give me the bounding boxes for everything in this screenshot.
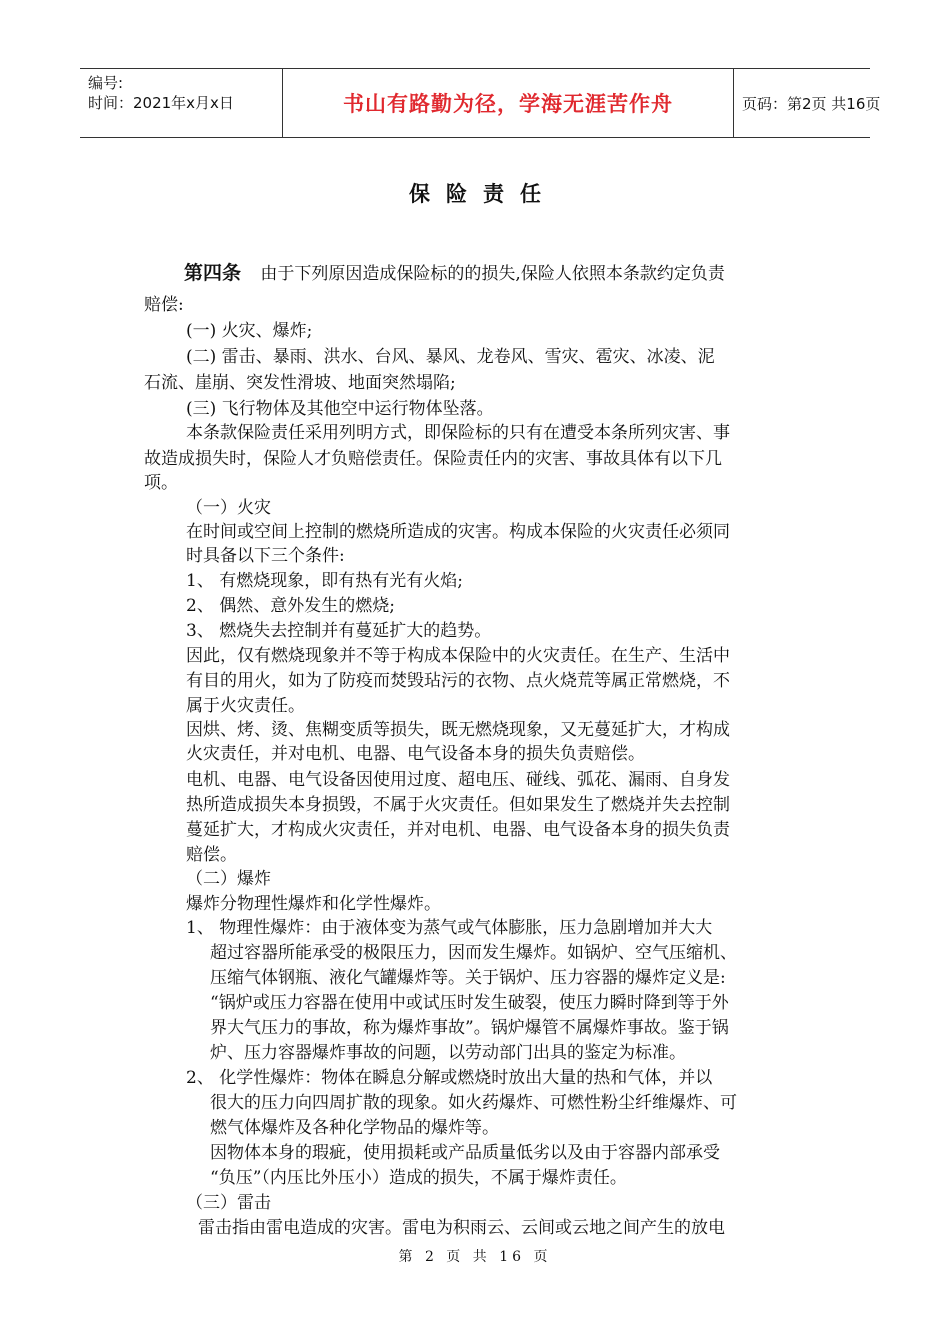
section-heading-lightning: （三）雷击 bbox=[186, 1193, 271, 1213]
header-meta bbox=[80, 69, 282, 137]
body-line: (三) 飞行物体及其他空中运行物体坠落。 bbox=[186, 399, 494, 419]
body-line: (二) 雷击、暴雨、洪水、台风、暴风、龙卷风、雪灾、雹灾、冰凌、泥 bbox=[186, 347, 715, 367]
list-item: 2、 偶然、意外发生的燃烧; bbox=[186, 596, 395, 616]
list-item: 1、 有燃烧现象，即有热有光有火焰; bbox=[186, 571, 463, 591]
body-line: 因此，仅有燃烧现象并不等于构成本保险中的火灾责任。在生产、生活中 bbox=[186, 646, 730, 666]
body-line: 炉、压力容器爆炸事故的问题，以劳动部门出具的鉴定为标准。 bbox=[210, 1043, 686, 1063]
body-line: (一) 火灾、爆炸; bbox=[186, 321, 313, 341]
body-line: 超过容器所能承受的极限压力，因而发生爆炸。如锅炉、空气压缩机、 bbox=[210, 943, 737, 963]
body-line: 因物体本身的瑕疵，使用损耗或产品质量低劣以及由于容器内部承受 bbox=[210, 1143, 720, 1163]
body-line: 雷击指由雷电造成的灾害。雷电为积雨云、云间或云地之间产生的放电 bbox=[198, 1218, 725, 1238]
header-page-code: 页码：第2页 共16页 bbox=[742, 94, 881, 113]
body-line: 在时间或空间上控制的燃烧所造成的灾害。构成本保险的火灾责任必须同 bbox=[186, 522, 730, 542]
article-line bbox=[184, 260, 725, 287]
document-header bbox=[80, 68, 881, 138]
body-line: 火灾责任，并对电机、电器、电气设备本身的损失负责赔偿。 bbox=[186, 744, 645, 764]
list-item: 3、 燃烧失去控制并有蔓延扩大的趋势。 bbox=[186, 621, 492, 641]
body-line: 蔓延扩大，才构成火灾责任，并对电机、电器、电气设备本身的损失负责 bbox=[186, 820, 730, 840]
body-line: 电机、电器、电气设备因使用过度、超电压、碰线、弧花、漏雨、自身发 bbox=[186, 770, 730, 790]
body-line: 故造成损失时，保险人才负赔偿责任。保险责任内的灾害、事故具体有以下几 bbox=[144, 449, 722, 469]
body-line: 有目的用火，如为了防疫而焚毁玷污的衣物、点火烧荒等属正常燃烧，不 bbox=[186, 671, 730, 691]
body-line: “锅炉或压力容器在使用中或试压时发生破裂，使压力瞬时降到等于外 bbox=[210, 993, 729, 1013]
body-line: 爆炸分物理性爆炸和化学性爆炸。 bbox=[186, 894, 441, 914]
section-heading-fire: （一）火灾 bbox=[186, 498, 271, 518]
body-line: 项。 bbox=[144, 473, 178, 493]
body-line: 属于火灾责任。 bbox=[186, 696, 305, 716]
header-motto: 书山有路勤为径，学海无涯苦作舟 bbox=[282, 69, 734, 137]
list-item: 1、 物理性爆炸：由于液体变为蒸气或气体膨胀，压力急剧增加并大大 bbox=[186, 918, 713, 938]
body-line: 很大的压力向四周扩散的现象。如火药爆炸、可燃性粉尘纤维爆炸、可 bbox=[210, 1093, 737, 1113]
body-line: 压缩气体钢瓶、液化气罐爆炸等。关于锅炉、压力容器的爆炸定义是: bbox=[210, 968, 726, 988]
page-footer: 第 2 页 共 16 页 bbox=[398, 1249, 552, 1265]
body-line: 时具备以下三个条件: bbox=[186, 546, 345, 566]
page-title: 保险责任 bbox=[409, 181, 557, 206]
body-line: 界大气压力的事故，称为爆炸事故”。锅炉爆管不属爆炸事故。鉴于锅 bbox=[210, 1018, 729, 1038]
article-intro: 由于下列原因造成保险标的的损失,保险人依照本条款约定负责 bbox=[260, 264, 725, 284]
section-heading-explosion: （二）爆炸 bbox=[186, 869, 271, 889]
body-line: “负压”（内压比外压小）造成的损失，不属于爆炸责任。 bbox=[210, 1168, 627, 1188]
body-line: 赔偿: bbox=[144, 295, 184, 315]
body-line: 燃气体爆炸及各种化学物品的爆炸等。 bbox=[210, 1118, 499, 1138]
list-item: 2、 化学性爆炸：物体在瞬息分解或燃烧时放出大量的热和气体，并以 bbox=[186, 1068, 713, 1088]
doc-number-label: 编号: bbox=[88, 74, 124, 92]
body-line: 赔偿。 bbox=[186, 845, 237, 865]
body-line: 石流、崖崩、突发性滑坡、地面突然塌陷; bbox=[144, 373, 456, 393]
body-line: 热所造成损失本身损毁，不属于火灾责任。但如果发生了燃烧并失去控制 bbox=[186, 795, 730, 815]
body-line: 因烘、烤、烫、焦糊变质等损失，既无燃烧现象，又无蔓延扩大，才构成 bbox=[186, 720, 730, 740]
article-label: 第四条 bbox=[184, 262, 242, 284]
doc-time-label: 时间：2021年x月x日 bbox=[88, 94, 234, 112]
body-line: 本条款保险责任采用列明方式，即保险标的只有在遭受本条所列灾害、事 bbox=[186, 423, 730, 443]
